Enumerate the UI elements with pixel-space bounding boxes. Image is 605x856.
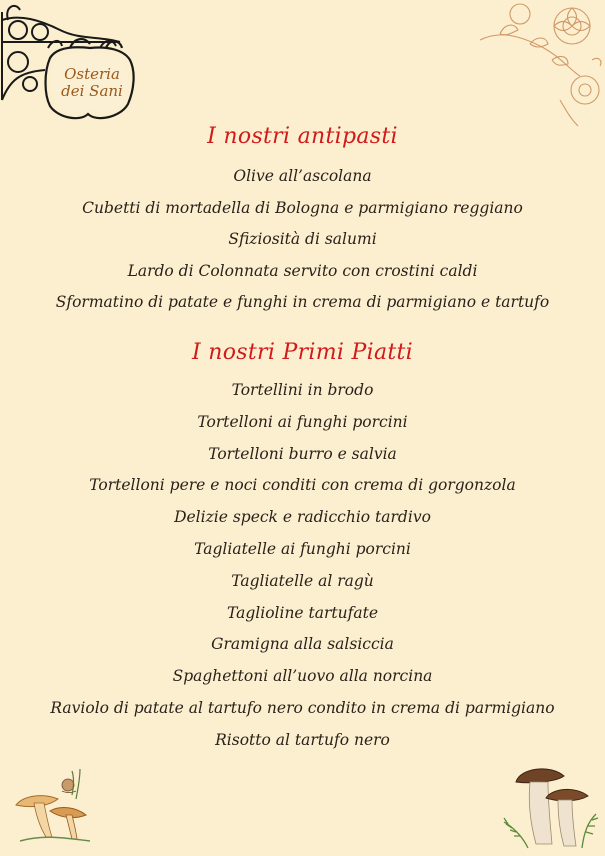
wrought-iron-sign-icon (0, 0, 140, 125)
menu-item: Raviolo di patate al tartufo nero condito in crema di parmigiano (50, 698, 555, 717)
mushroom-snail-decoration (10, 765, 95, 845)
floral-decoration (460, 0, 605, 130)
menu-item: Tortelloni burro e salvia (208, 444, 397, 463)
brand-name (52, 66, 132, 100)
menu-item: Tortelloni ai funghi porcini (197, 412, 408, 431)
menu-item: Lardo di Colonnata servito con crostini caldi (127, 261, 478, 280)
brand-line-2: dei Sani (61, 82, 123, 100)
menu-item: Spaghettoni all’uovo alla norcina (172, 667, 433, 686)
menu-item: Gramigna alla salsiccia (211, 635, 394, 654)
osteria-logo (0, 0, 140, 125)
section-title-primi-piatti: I nostri Primi Piatti (192, 340, 413, 365)
flower-icon (460, 0, 605, 130)
menu-item: Taglioline tartufate (226, 603, 378, 622)
menu-item: Risotto al tartufo nero (215, 730, 390, 749)
menu-item: Olive all’ascolana (233, 167, 372, 185)
primi-piatti-list (0, 375, 605, 757)
menu-item: Tagliatelle ai funghi porcini (194, 539, 411, 558)
menu-item: Tortellini in brodo (231, 381, 374, 399)
brand-line-1: Osteria (64, 65, 120, 83)
menu-item: Tagliatelle al ragù (231, 571, 374, 590)
menu-item: Sfiziosità di salumi (228, 230, 377, 248)
section-title-antipasti: I nostri antipasti (207, 124, 398, 149)
menu-item: Tortelloni pere e noci conditi con crema di gorgonzola (89, 476, 516, 495)
porcini-mushroom-icon (500, 762, 600, 852)
menu-item: Sformatino di patate e funghi in crema di parmigiano e tartufo (55, 293, 550, 311)
mushroom-icon (10, 765, 95, 845)
antipasti-list (0, 161, 605, 319)
menu-item: Delizie speck e radicchio tardivo (174, 508, 431, 527)
porcini-decoration (500, 762, 600, 852)
menu-item: Cubetti di mortadella di Bologna e parmigiano reggiano (82, 198, 523, 217)
